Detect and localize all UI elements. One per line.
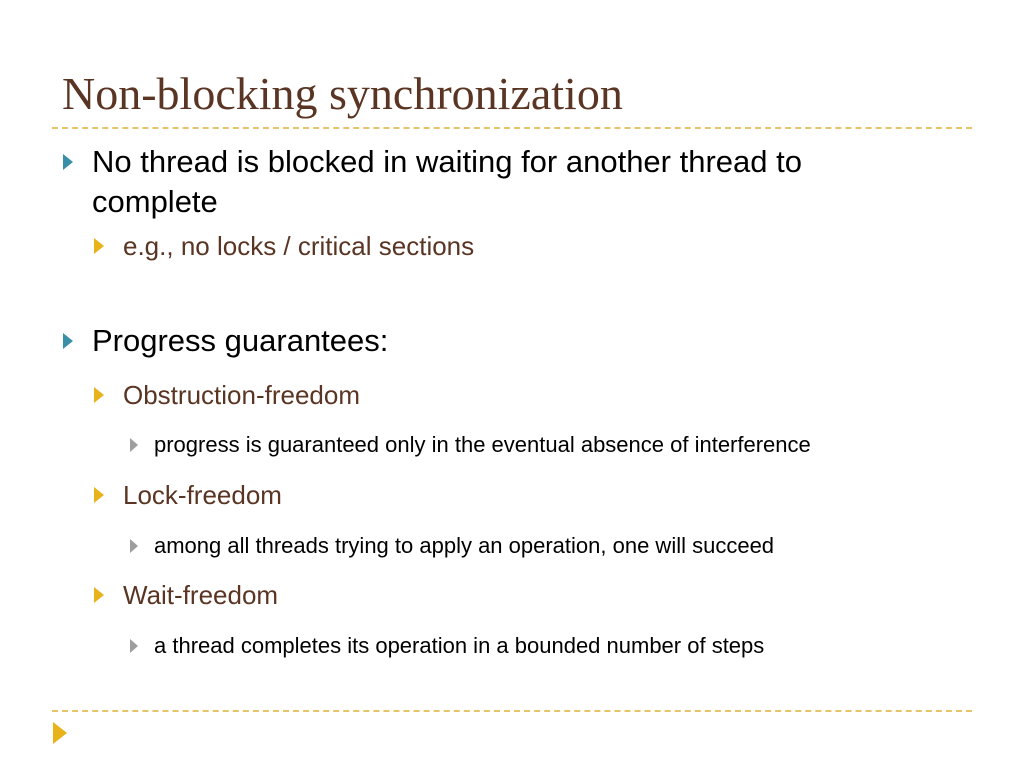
title-divider <box>52 127 972 129</box>
triangle-right-icon <box>130 438 138 452</box>
bullet-2-1-1: progress is guaranteed only in the eventual absence of interference <box>154 432 811 457</box>
bullet-2-3-1: a thread completes its operation in a bounded number of steps <box>154 633 765 658</box>
bullet-1-line-1: No thread is blocked in waiting for another thread to <box>92 144 802 179</box>
triangle-right-icon <box>94 387 104 403</box>
corner-triangle-icon <box>53 722 67 744</box>
triangle-right-icon <box>130 639 138 653</box>
triangle-right-icon <box>94 238 104 254</box>
bullet-1-line-2: complete <box>92 184 218 219</box>
bullet-2: Progress guarantees: <box>92 323 389 358</box>
triangle-right-icon <box>63 154 73 170</box>
triangle-right-icon <box>63 333 73 349</box>
bullet-2-1: Obstruction-freedom <box>123 380 360 410</box>
bullet-1-1: e.g., no locks / critical sections <box>123 231 475 261</box>
triangle-right-icon <box>94 487 104 503</box>
triangle-right-icon <box>94 587 104 603</box>
bullet-2-3: Wait-freedom <box>123 580 279 610</box>
bullet-2-2-1: among all threads trying to apply an operation, one will succeed <box>154 533 775 558</box>
triangle-right-icon <box>130 539 138 553</box>
footer-divider <box>52 710 972 712</box>
bullet-2-2: Lock-freedom <box>123 480 282 510</box>
slide-title: Non-blocking synchronization <box>62 68 623 119</box>
